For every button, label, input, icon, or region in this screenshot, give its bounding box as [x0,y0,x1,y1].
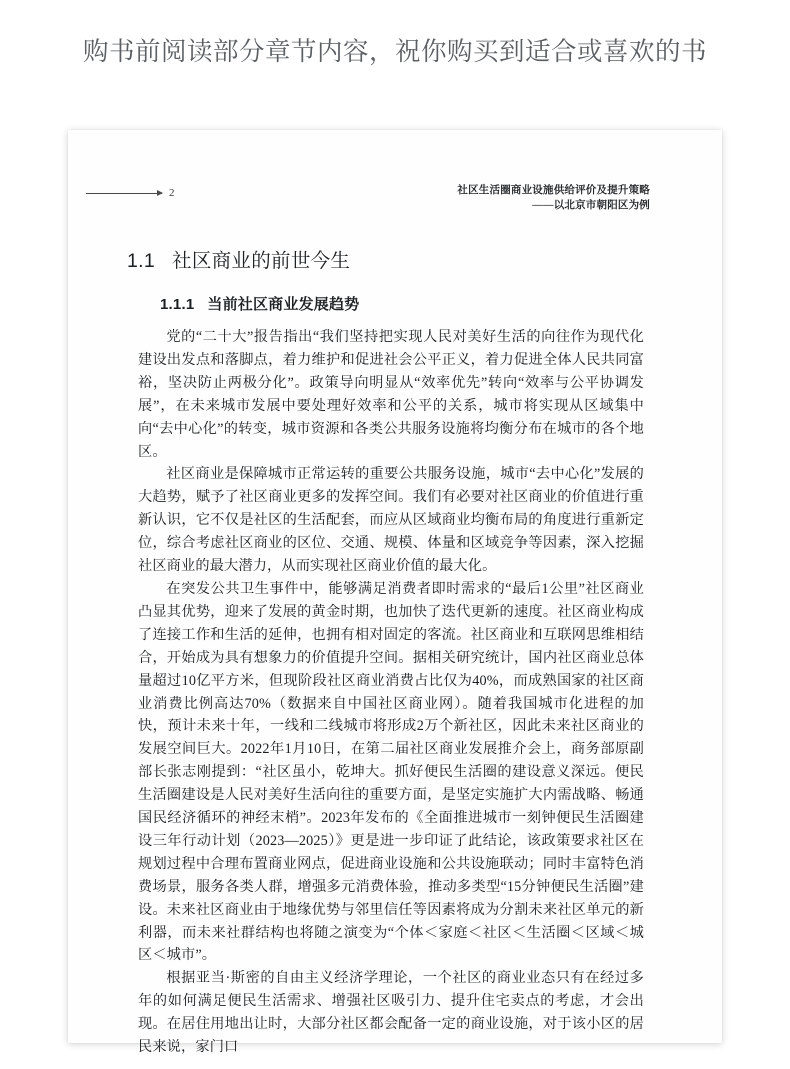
section-heading-title: 社区商业的前世今生 [172,250,351,272]
section-heading [127,245,350,273]
body-paragraph: 党的“二十大”报告指出“我们坚持把实现人民对美好生活的向往作为现代化建设出发点和落脚点，着力维护和促进社会公平正义，着力促进全体人民共同富裕，坚决防止两极分化”。政策导向明显从“效率优先”转向“效率与公平协调发展”，在未来城市发展中要处理好效率和公平的关系，城市将实现从区域集中向“去中心化”的转变，城市资源和各类公共服务设施将均衡分布在城市的各个地区。 [138,329,644,460]
running-title-main: 社区生活圈商业设施供给评价及提升策略 [457,185,650,196]
section-heading-number: 1.1 [127,250,156,272]
arrow-rule-icon [86,193,162,194]
running-title-sub: ——以北京市朝阳区为例 [532,200,650,212]
subsection-heading-title: 当前社区商业发展趋势 [207,296,360,313]
page-number: 2 [169,187,175,199]
subsection-heading-number: 1.1.1 [160,296,195,313]
running-title [457,183,650,213]
body-paragraph: 根据亚当·斯密的自由主义经济学理论，一个社区的商业业态只有在经过多年的如何满足便民生活需求、增强社区吸引力、提升住宅卖点的考虑，才会出现。在居住用地出让时，大部分社区都会配备一定的商业设施，对于该小区的居民来说，家门口 [138,970,644,1056]
body-paragraph: 社区商业是保障城市正常运转的重要公共服务设施，城市“去中心化”发展的大趋势，赋予了社区商业更多的发挥空间。我们有必要对社区商业的价值进行重新认识，它不仅是社区的生活配套，而应从区域商业均衡布局的角度进行重新定位，综合考虑社区商业的区位、交通、规模、体量和区域竞争等因素，深入挖掘社区商业的最大潜力，从而实现社区商业价值的最大化。 [138,466,644,575]
promo-banner-text: 购书前阅读部分章节内容，祝你购买到适合或喜欢的书 [82,37,707,66]
subsection-heading [160,293,359,314]
body-paragraph: 在突发公共卫生事件中，能够满足消费者即时需求的“最后1公里”社区商业凸显其优势，迎来了发展的黄金时期，也加快了迭代更新的速度。社区商业构成了连接工作和生活的延伸，也拥有相对固定的客流。社区商业和互联网思维相结合，开始成为具有想象力的价值提升空间。据相关研究统计，国内社区商业总体量超过10亿平方米，但现阶段社区商业消费占比仅为40%，而成熟国家的社区商业消费比例高达70%（数据来自中国社区商业网）。随着我国城市化进程的加快，预计未来十年，一线和二线城市将形成2万个新社区，因此未来社区商业的发展空间巨大。2022年1月10日，在第二届社区商业发展推介会上，商务部原副部长张志刚提到：“社区虽小，乾坤大。抓好便民生活圈的建设意义深远。便民生活圈建设是人民对美好生活向往的重要方面，是坚定实施扩大内需战略、畅通国民经济循环的神经末梢”。2023年发布的《全面推进城市一刻钟便民生活圈建设三年行动计划（2023—2025）》更是进一步印证了此结论，该政策要求社区在规划过程中合理布置商业网点，促进商业设施和公共设施联动；同时丰富特色消费场景，服务各类人群，增强多元消费体验，推动多类型“15分钟便民生活圈”建设。未来社区商业由于地缘优势与邻里信任等因素将成为分割未来社区单元的新利器，而未来社群结构也将随之演变为“个体＜家庭＜社区＜生活圈＜区域＜城区＜城市”。 [138,580,644,964]
promo-banner [0,0,790,104]
page-running-header [68,183,722,225]
folio-group [86,187,175,199]
book-page-sheet [68,130,722,1056]
body-text-block [138,326,644,1059]
